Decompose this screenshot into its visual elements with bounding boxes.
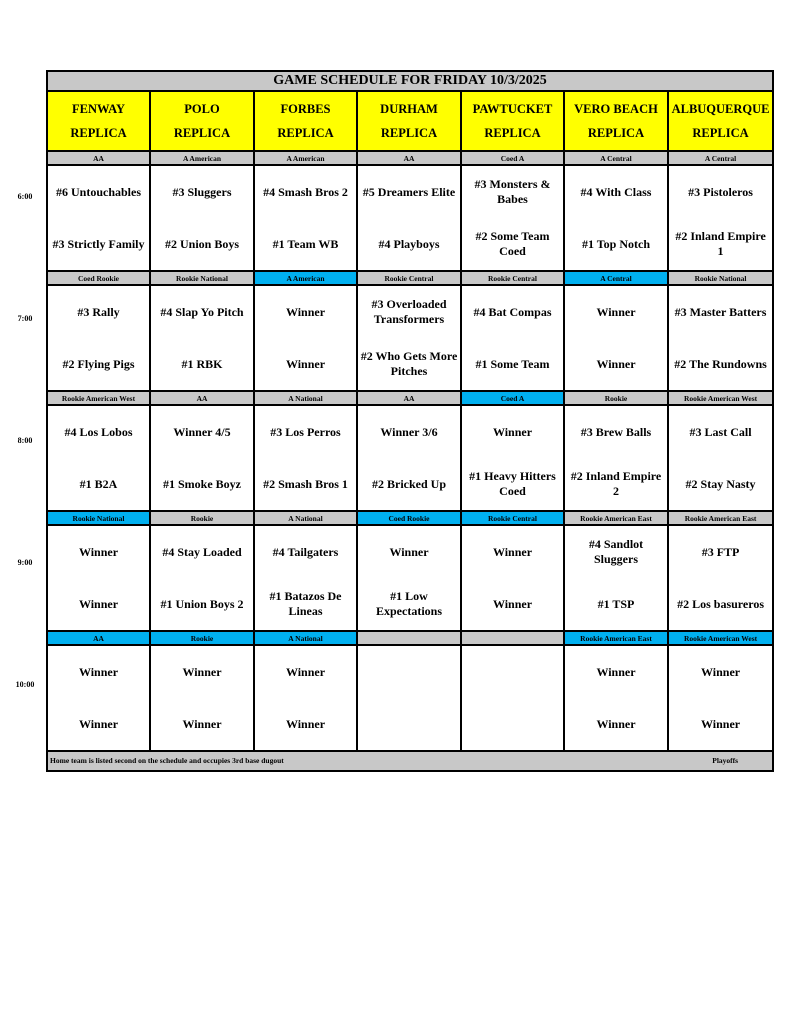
time-label: 10:00 bbox=[15, 680, 35, 689]
away-team bbox=[358, 646, 460, 698]
home-team: Winner bbox=[78, 596, 119, 611]
division-row bbox=[47, 271, 773, 285]
matchup bbox=[48, 286, 149, 390]
away-team: #4 Slap Yo Pitch bbox=[160, 304, 244, 319]
game-row bbox=[47, 525, 773, 631]
field-header bbox=[564, 91, 668, 151]
title-row bbox=[47, 71, 773, 91]
matchup bbox=[565, 286, 667, 390]
field-name: FORBES bbox=[280, 102, 331, 116]
game-cell bbox=[150, 645, 254, 751]
matchup bbox=[255, 646, 356, 750]
matchup bbox=[669, 286, 772, 390]
division-label: A American bbox=[150, 151, 254, 165]
home-team: #2 Some Team Coed bbox=[475, 229, 550, 258]
division-label: Rookie bbox=[564, 391, 668, 405]
matchup bbox=[48, 406, 149, 510]
playoff-division-label: AA bbox=[47, 631, 150, 645]
matchup bbox=[151, 646, 253, 750]
home-team: #1 Batazos De Lineas bbox=[269, 589, 342, 618]
away-team: #4 With Class bbox=[580, 184, 652, 199]
home-team: Winner bbox=[78, 716, 119, 731]
home-team: #2 Bricked Up bbox=[371, 476, 446, 491]
game-cell bbox=[668, 165, 773, 271]
game-cell bbox=[564, 285, 668, 391]
matchup bbox=[462, 406, 563, 510]
matchup bbox=[669, 646, 772, 750]
game-cell bbox=[564, 405, 668, 511]
field-subtitle: REPLICA bbox=[484, 126, 541, 140]
game-cell bbox=[357, 165, 461, 271]
division-label: Coed Rookie bbox=[47, 271, 150, 285]
matchup bbox=[255, 526, 356, 630]
playoff-division-label: Coed A bbox=[461, 391, 564, 405]
home-team-note: Home team is listed second on the schedule and occupies 3rd base dugout bbox=[50, 756, 284, 765]
division-label: AA bbox=[357, 391, 461, 405]
away-team: #3 Los Perros bbox=[270, 424, 341, 439]
game-cell bbox=[461, 285, 564, 391]
division-row bbox=[47, 391, 773, 405]
playoff-division-label: Rookie American West bbox=[668, 631, 773, 645]
division-label: Coed A bbox=[461, 151, 564, 165]
home-team: Winner bbox=[596, 356, 636, 371]
game-cell bbox=[47, 285, 150, 391]
field-header bbox=[461, 91, 564, 151]
game-cell bbox=[357, 525, 461, 631]
game-cell bbox=[461, 165, 564, 271]
game-cell bbox=[47, 165, 150, 271]
away-team: Winner bbox=[285, 664, 326, 679]
away-team: #6 Untouchables bbox=[55, 184, 141, 199]
away-team: Winner bbox=[389, 544, 429, 559]
game-row bbox=[47, 645, 773, 751]
matchup bbox=[462, 646, 563, 750]
home-team: Winner bbox=[285, 356, 326, 371]
home-team: #1 Smoke Boyz bbox=[163, 476, 241, 491]
away-team: Winner bbox=[78, 664, 119, 679]
division-label bbox=[461, 631, 564, 645]
playoffs-legend: Playoffs bbox=[712, 756, 739, 765]
game-cell bbox=[564, 645, 668, 751]
matchup bbox=[48, 526, 149, 630]
game-cell bbox=[564, 165, 668, 271]
matchup bbox=[151, 406, 253, 510]
game-cell bbox=[461, 645, 564, 751]
away-team bbox=[462, 646, 563, 698]
game-row bbox=[47, 165, 773, 271]
playoff-division-label: A American bbox=[254, 271, 357, 285]
division-label: A Central bbox=[564, 151, 668, 165]
matchup bbox=[565, 526, 667, 630]
home-team: #1 Heavy Hitters Coed bbox=[469, 469, 556, 498]
matchup bbox=[669, 406, 772, 510]
away-team: #5 Dreamers Elite bbox=[362, 184, 456, 199]
away-team: #3 Sluggers bbox=[172, 184, 232, 199]
matchup bbox=[151, 286, 253, 390]
game-row bbox=[47, 405, 773, 511]
home-team: #2 Flying Pigs bbox=[62, 356, 135, 371]
field-subtitle: REPLICA bbox=[692, 126, 749, 140]
field-header-row bbox=[47, 91, 773, 151]
division-label: A National bbox=[254, 511, 357, 525]
matchup bbox=[669, 166, 772, 270]
home-team: Winner bbox=[182, 716, 222, 731]
matchup bbox=[462, 166, 563, 270]
home-team: #3 Strictly Family bbox=[52, 236, 145, 251]
field-header bbox=[254, 91, 357, 151]
game-cell bbox=[668, 405, 773, 511]
division-label: Rookie bbox=[150, 511, 254, 525]
field-header bbox=[47, 91, 150, 151]
away-team: Winner bbox=[492, 544, 533, 559]
division-label: Rookie American East bbox=[564, 511, 668, 525]
footer-cell bbox=[47, 751, 773, 771]
playoff-division-label: Rookie Central bbox=[461, 511, 564, 525]
game-cell bbox=[47, 405, 150, 511]
home-team: Winner bbox=[492, 596, 533, 611]
away-team: #4 Sandlot Sluggers bbox=[588, 537, 644, 566]
game-cell bbox=[668, 525, 773, 631]
away-team: Winner bbox=[596, 304, 636, 319]
game-cell bbox=[47, 525, 150, 631]
game-cell bbox=[254, 525, 357, 631]
division-label: Rookie National bbox=[150, 271, 254, 285]
time-label: 9:00 bbox=[17, 558, 33, 567]
away-team: #3 FTP bbox=[701, 544, 740, 559]
division-label: A Central bbox=[668, 151, 773, 165]
away-team: #4 Los Lobos bbox=[64, 424, 133, 439]
division-label: Rookie Central bbox=[461, 271, 564, 285]
schedule-body bbox=[47, 71, 773, 771]
schedule-title: GAME SCHEDULE FOR FRIDAY 10/3/2025 bbox=[47, 71, 773, 91]
time-label: 8:00 bbox=[17, 436, 33, 445]
away-team: Winner bbox=[700, 664, 741, 679]
away-team: Winner 3/6 bbox=[380, 424, 438, 439]
time-label: 6:00 bbox=[17, 192, 33, 201]
field-name: PAWTUCKET bbox=[472, 102, 553, 116]
field-name: VERO BEACH bbox=[574, 102, 658, 116]
matchup bbox=[255, 166, 356, 270]
away-team: #3 Rally bbox=[77, 304, 120, 319]
home-team: #1 Low Expectations bbox=[376, 589, 442, 618]
matchup bbox=[565, 406, 667, 510]
playoff-division-label: Coed Rookie bbox=[357, 511, 461, 525]
home-team: #1 B2A bbox=[79, 476, 118, 491]
game-cell bbox=[150, 285, 254, 391]
away-team: Winner bbox=[492, 424, 533, 439]
division-label: Rookie National bbox=[668, 271, 773, 285]
away-team: #3 Master Batters bbox=[674, 304, 767, 319]
away-team: #4 Smash Bros 2 bbox=[263, 184, 348, 199]
home-team: #2 The Rundowns bbox=[674, 356, 767, 371]
division-row bbox=[47, 631, 773, 645]
matchup bbox=[358, 406, 460, 510]
away-team: #4 Bat Compas bbox=[473, 304, 552, 319]
playoff-division-label: A Central bbox=[564, 271, 668, 285]
matchup bbox=[255, 286, 356, 390]
time-column bbox=[0, 0, 46, 1024]
division-label bbox=[357, 631, 461, 645]
away-team: #3 Overloaded Transformers bbox=[371, 297, 447, 326]
home-team: #2 Smash Bros 1 bbox=[263, 476, 348, 491]
game-cell bbox=[150, 525, 254, 631]
home-team: Winner bbox=[596, 716, 636, 731]
away-team: #3 Brew Balls bbox=[580, 424, 652, 439]
matchup bbox=[565, 646, 667, 750]
field-header bbox=[150, 91, 254, 151]
game-cell bbox=[668, 645, 773, 751]
division-row bbox=[47, 511, 773, 525]
game-cell bbox=[47, 645, 150, 751]
home-team bbox=[358, 698, 460, 750]
away-team: #3 Last Call bbox=[689, 424, 752, 439]
division-label: Rookie American East bbox=[668, 511, 773, 525]
division-label: A American bbox=[254, 151, 357, 165]
home-team: #2 Who Gets More Pitches bbox=[360, 349, 458, 378]
playoff-division-label: Rookie American East bbox=[564, 631, 668, 645]
home-team bbox=[462, 698, 563, 750]
division-label: A National bbox=[254, 391, 357, 405]
playoff-division-label: A National bbox=[254, 631, 357, 645]
division-label: AA bbox=[150, 391, 254, 405]
schedule-table bbox=[46, 70, 774, 772]
game-cell bbox=[150, 165, 254, 271]
field-name: FENWAY bbox=[71, 102, 126, 116]
matchup bbox=[358, 286, 460, 390]
matchup bbox=[358, 166, 460, 270]
away-team: Winner bbox=[182, 664, 222, 679]
field-subtitle: REPLICA bbox=[277, 126, 334, 140]
game-cell bbox=[357, 645, 461, 751]
matchup bbox=[565, 166, 667, 270]
matchup bbox=[358, 646, 460, 750]
away-team: #3 Pistoleros bbox=[688, 184, 753, 199]
home-team: #2 Stay Nasty bbox=[685, 476, 756, 491]
game-cell bbox=[254, 165, 357, 271]
division-label: AA bbox=[47, 151, 150, 165]
matchup bbox=[669, 526, 772, 630]
division-label: Rookie American West bbox=[47, 391, 150, 405]
schedule-grid bbox=[46, 70, 772, 772]
away-team: Winner bbox=[285, 304, 326, 319]
home-team: #2 Inland Empire 2 bbox=[570, 469, 662, 498]
away-team: Winner bbox=[596, 664, 636, 679]
home-team: #2 Los basureros bbox=[677, 596, 764, 611]
matchup bbox=[151, 526, 253, 630]
away-team: Winner bbox=[78, 544, 119, 559]
home-team: #1 TSP bbox=[597, 596, 635, 611]
playoff-division-label: Rookie National bbox=[47, 511, 150, 525]
game-cell bbox=[254, 405, 357, 511]
field-subtitle: REPLICA bbox=[587, 126, 645, 140]
division-label: AA bbox=[357, 151, 461, 165]
home-team: #2 Inland Empire 1 bbox=[675, 229, 766, 258]
field-subtitle: REPLICA bbox=[380, 126, 438, 140]
game-cell bbox=[254, 285, 357, 391]
field-subtitle: REPLICA bbox=[173, 126, 231, 140]
game-cell bbox=[150, 405, 254, 511]
home-team: #4 Playboys bbox=[378, 236, 440, 251]
field-header bbox=[357, 91, 461, 151]
home-team: #1 RBK bbox=[181, 356, 223, 371]
away-team: #4 Tailgaters bbox=[272, 544, 339, 559]
game-cell bbox=[357, 285, 461, 391]
game-cell bbox=[357, 405, 461, 511]
division-label: Rookie American West bbox=[668, 391, 773, 405]
matchup bbox=[255, 406, 356, 510]
matchup bbox=[48, 166, 149, 270]
matchup bbox=[48, 646, 149, 750]
division-row bbox=[47, 151, 773, 165]
field-name: ALBUQUERQUE bbox=[671, 102, 770, 116]
home-team: #1 Team WB bbox=[272, 236, 339, 251]
game-cell bbox=[461, 405, 564, 511]
game-cell bbox=[564, 525, 668, 631]
home-team: #1 Union Boys 2 bbox=[160, 596, 244, 611]
game-cell bbox=[461, 525, 564, 631]
footer-row bbox=[47, 751, 773, 771]
home-team: Winner bbox=[285, 716, 326, 731]
playoff-division-label: Rookie bbox=[150, 631, 254, 645]
matchup bbox=[151, 166, 253, 270]
field-name: DURHAM bbox=[380, 102, 438, 116]
home-team: #1 Some Team bbox=[475, 356, 550, 371]
matchup bbox=[462, 526, 563, 630]
game-cell bbox=[668, 285, 773, 391]
home-team: Winner bbox=[700, 716, 741, 731]
matchup bbox=[462, 286, 563, 390]
field-header bbox=[668, 91, 773, 151]
away-team: #3 Monsters & Babes bbox=[474, 177, 551, 206]
game-cell bbox=[254, 645, 357, 751]
away-team: #4 Stay Loaded bbox=[162, 544, 242, 559]
time-label: 7:00 bbox=[17, 314, 33, 323]
matchup bbox=[358, 526, 460, 630]
field-name: POLO bbox=[184, 102, 220, 116]
home-team: #2 Union Boys bbox=[164, 236, 240, 251]
home-team: #1 Top Notch bbox=[581, 236, 651, 251]
division-label: Rookie Central bbox=[357, 271, 461, 285]
game-row bbox=[47, 285, 773, 391]
field-subtitle: REPLICA bbox=[70, 126, 127, 140]
away-team: Winner 4/5 bbox=[173, 424, 231, 439]
